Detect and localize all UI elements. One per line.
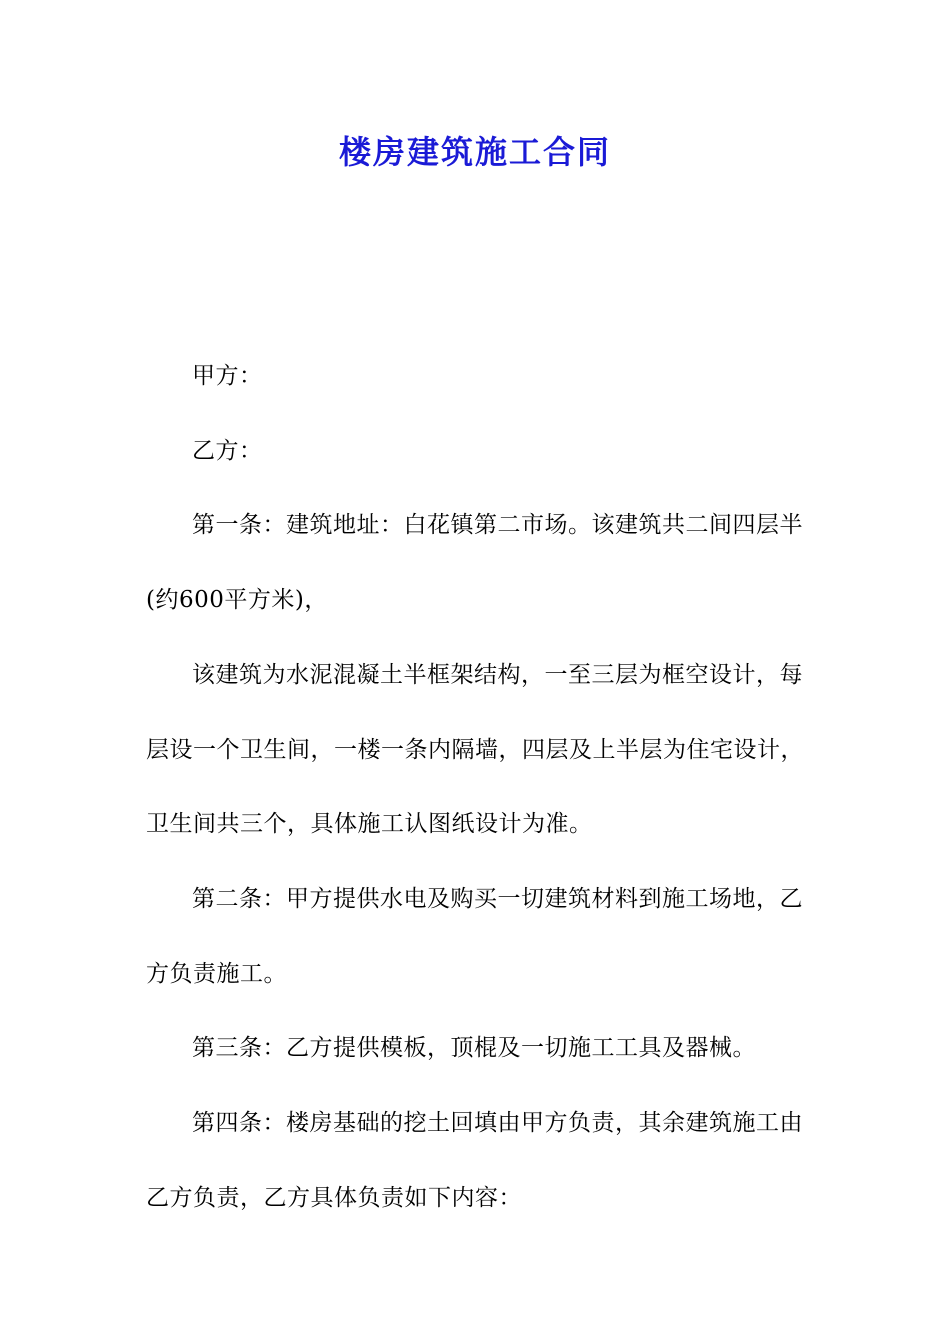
article-3-paragraph: 第三条：乙方提供模板，顶棍及一切施工工具及器械。 xyxy=(192,1035,756,1062)
article-4-paragraph: 第四条：楼房基础的挖土回填由甲方负责，其余建筑施工由乙方负责，乙方具体负责如下内容： xyxy=(146,1110,803,1211)
document-body xyxy=(146,339,810,1235)
structure-paragraph: 该建筑为水泥混凝土半框架结构，一至三层为框空设计，每层设一个卫生间，一楼一条内隔墙，四层及上半层为住宅设计，卫生间共三个，具体施工认图纸设计为准。 xyxy=(146,661,804,838)
party-b-line: 乙方： xyxy=(192,437,263,464)
document-title: 楼房建筑施工合同 xyxy=(338,133,611,171)
party-a-line: 甲方： xyxy=(192,363,263,389)
article-2-paragraph: 第二条：甲方提供水电及购买一切建筑材料到施工场地，乙方负责施工。 xyxy=(146,885,803,987)
article-1-paragraph: 第一条：建筑地址：白花镇第二市场。该建筑共二间四层半(约600平方米)， xyxy=(146,512,803,614)
